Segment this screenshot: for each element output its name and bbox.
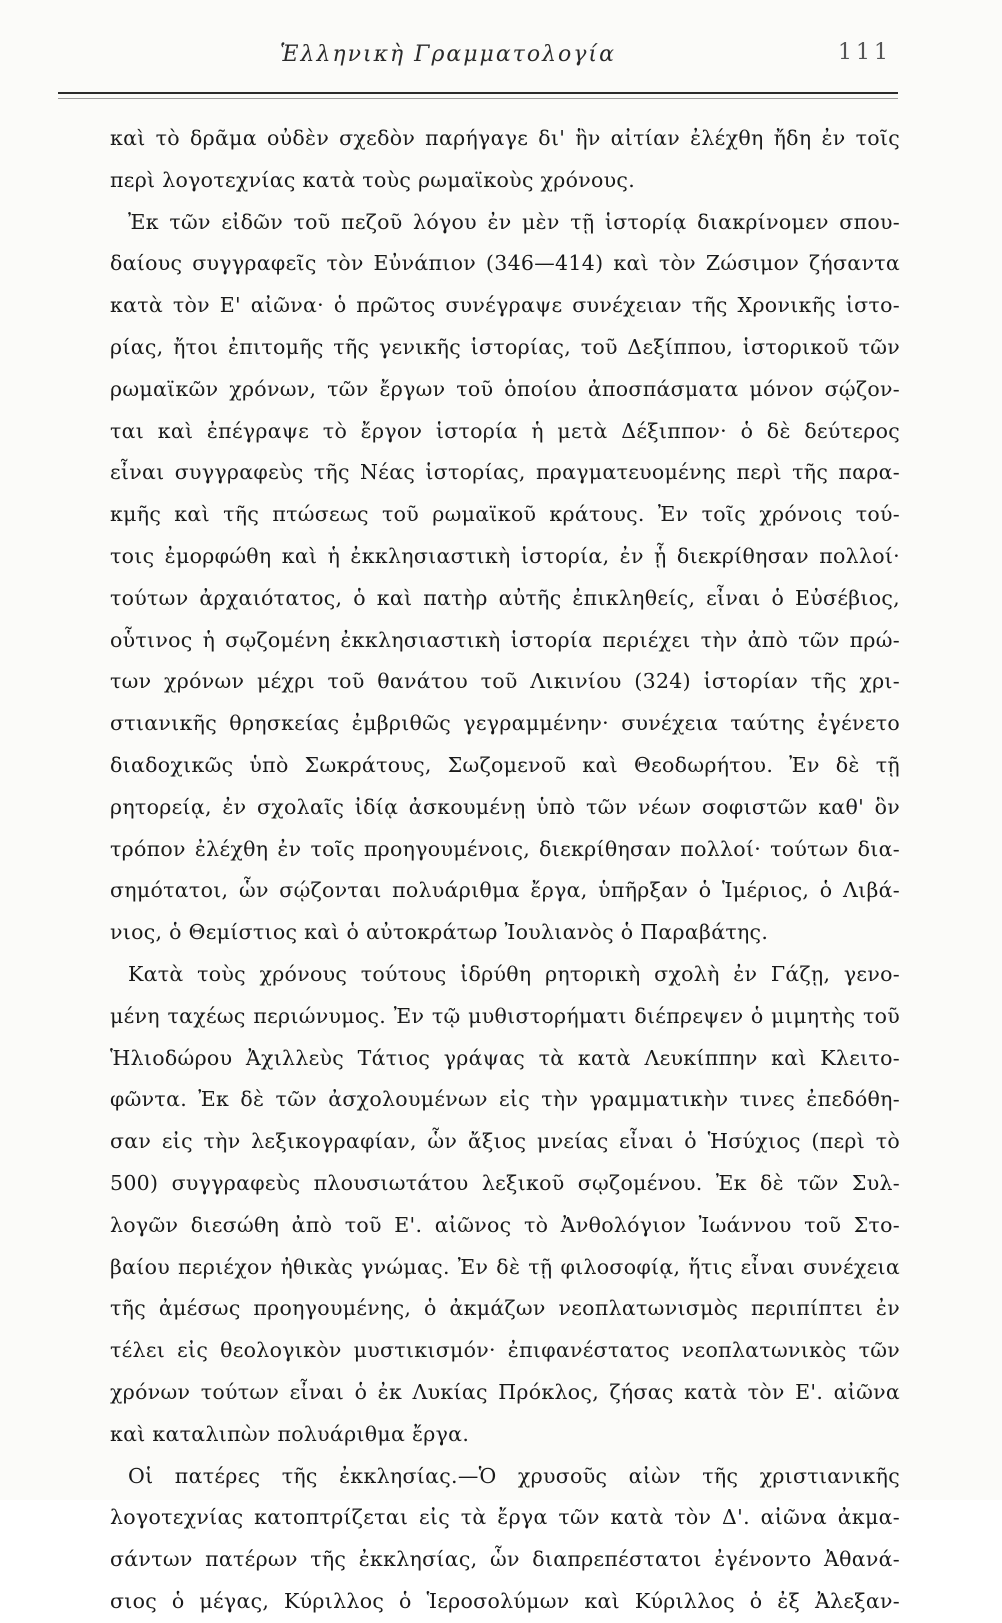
text-line: σιος ὁ μέγας, Κύριλλος ὁ Ἱεροσολύμων καὶ Κύριλλος ὁ ἐξ Ἀλεξαν- [110,1588,900,1613]
header-rule [58,92,898,94]
text-line: ρητορείᾳ, ἐν σχολαῖς ἰδίᾳ ἀσκουμένῃ ὑπὸ τῶν νέων σοφιστῶν καθ' ὃν [110,794,900,819]
text-line: Ἡλιοδώρου Ἀχιλλεὺς Τάτιος γράψας τὰ κατὰ Λευκίππην καὶ Κλειτο- [110,1045,900,1070]
text-line: Οἱ πατέρες τῆς ἐκκλησίας.—Ὁ χρυσοῦς αἰὼν τῆς χριστιανικῆς [128,1463,900,1488]
text-line: 500) συγγραφεὺς πλουσιωτάτου λεξικοῦ σῳζομένου. Ἐκ δὲ τῶν Συλ- [110,1170,900,1195]
text-line: ρίας, ἤτοι ἐπιτομῆς τῆς γενικῆς ἱστορίας, τοῦ Δεξίππου, ἱστορικοῦ τῶν [110,334,900,359]
page-number: 111 [838,40,892,65]
body-text [110,118,900,1623]
text-line: των χρόνων μέχρι τοῦ θανάτου τοῦ Λικινίου (324) ἱστορίαν τῆς χρι- [110,669,900,694]
text-line: χρόνων τούτων εἶναι ὁ ἐκ Λυκίας Πρόκλος, ζήσας κατὰ τὸν Ε'. αἰῶνα [110,1379,900,1404]
text-line: τῆς ἀμέσως προηγουμένης, ὁ ἀκμάζων νεοπλατωνισμὸς περιπίπτει ἐν [110,1296,900,1321]
text-line: διαδοχικῶς ὑπὸ Σωκράτους, Σωζομενοῦ καὶ Θεοδωρήτου. Ἐν δὲ τῇ [110,752,900,777]
text-line: εἶναι συγγραφεὺς τῆς Νέας ἱστορίας, πραγματευομένης περὶ τῆς παρα- [110,460,900,485]
text-line: κμῆς καὶ τῆς πτώσεως τοῦ ρωμαϊκοῦ κράτους. Ἐν τοῖς χρόνοις τού- [110,502,900,527]
text-line: μένη ταχέως περιώνυμος. Ἐν τῷ μυθιστορήματι διέπρεψεν ὁ μιμητὴς τοῦ [110,1003,900,1028]
text-line: περὶ λογοτεχνίας κατὰ τοὺς ρωμαϊκοὺς χρόνους. [110,167,636,192]
header-rule-thin [58,98,898,99]
running-title: Ἑλληνικὴ Γραμματολογία [280,42,616,67]
text-line: τρόπον ἐλέχθη ἐν τοῖς προηγουμένοις, διεκρίθησαν πολλοί· τούτων δια- [110,836,900,861]
text-line: τούτων ἀρχαιότατος, ὁ καὶ πατὴρ αὐτῆς ἐπικληθείς, εἶναι ὁ Εὐσέβιος, [110,585,900,610]
text-line: τέλει εἰς θεολογικὸν μυστικισμόν· ἐπιφανέστατος νεοπλατωνικὸς τῶν [110,1338,900,1363]
text-line: ται καὶ ἐπέγραψε τὸ ἔργον ἱστορία ἡ μετὰ Δέξιππον· ὁ δὲ δεύτερος [110,418,900,443]
text-line: στιανικῆς θρησκείας ἐμβριθῶς γεγραμμένην· συνέχεια ταύτης ἐγένετο [110,711,900,736]
text-line: νιος, ὁ Θεμίστιος καὶ ὁ αὐτοκράτωρ Ἰουλιανὸς ὁ Παραβάτης. [110,920,769,945]
text-line: Κατὰ τοὺς χρόνους τούτους ἱδρύθη ρητορικὴ σχολὴ ἐν Γάζῃ, γενο- [128,961,900,986]
text-line: οὗτινος ἡ σῳζομένη ἐκκλησιαστικὴ ἱστορία περιέχει τὴν ἀπὸ τῶν πρώ- [110,627,900,652]
text-line: σαν εἰς τὴν λεξικογραφίαν, ὧν ἄξιος μνείας εἶναι ὁ Ἡσύχιος (περὶ τὸ [110,1129,900,1154]
text-line: ρωμαϊκῶν χρόνων, τῶν ἔργων τοῦ ὁποίου ἀποσπάσματα μόνον σῴζον- [110,376,900,401]
text-line: καὶ καταλιπὼν πολυάριθμα ἔργα. [110,1421,470,1446]
text-line: λογοτεχνίας κατοπτρίζεται εἰς τὰ ἔργα τῶν κατὰ τὸν Δ'. αἰῶνα ἀκμα- [110,1505,900,1530]
text-line: φῶντα. Ἐκ δὲ τῶν ἀσχολουμένων εἰς τὴν γραμματικὴν τινες ἐπεδόθη- [110,1087,900,1112]
text-line: λογῶν διεσώθη ἀπὸ τοῦ Ε'. αἰῶνος τὸ Ἀνθολόγιον Ἰωάννου τοῦ Στο- [110,1212,900,1237]
text-line: Ἐκ τῶν εἰδῶν τοῦ πεζοῦ λόγου ἐν μὲν τῇ ἱστορίᾳ διακρίνομεν σπου- [128,209,900,234]
text-line: δαίους συγγραφεῖς τὸν Εὐνάπιον (346—414) καὶ τὸν Ζώσιμον ζήσαντα [110,251,900,276]
text-line: τοις ἐμορφώθη καὶ ἡ ἐκκλησιαστικὴ ἱστορία, ἐν ᾗ διεκρίθησαν πολλοί· [110,543,900,568]
text-line: σάντων πατέρων τῆς ἐκκλησίας, ὧν διαπρεπέστατοι ἐγένοντο Ἀθανά- [110,1547,900,1572]
text-line: σημότατοι, ὧν σῴζονται πολυάριθμα ἔργα, ὑπῆρξαν ὁ Ἱμέριος, ὁ Λιβά- [110,878,900,903]
text-line: κατὰ τὸν Ε' αἰῶνα· ὁ πρῶτος συνέγραψε συνέχειαν τῆς Χρονικῆς ἱστο- [110,293,900,318]
text-line: βαίου περιέχον ἠθικὰς γνώμας. Ἐν δὲ τῇ φιλοσοφίᾳ, ἥτις εἶναι συνέχεια [110,1254,900,1279]
text-line: καὶ τὸ δρᾶμα οὐδὲν σχεδὸν παρήγαγε δι' ἣν αἰτίαν ἐλέχθη ἤδη ἐν τοῖς [110,126,900,150]
